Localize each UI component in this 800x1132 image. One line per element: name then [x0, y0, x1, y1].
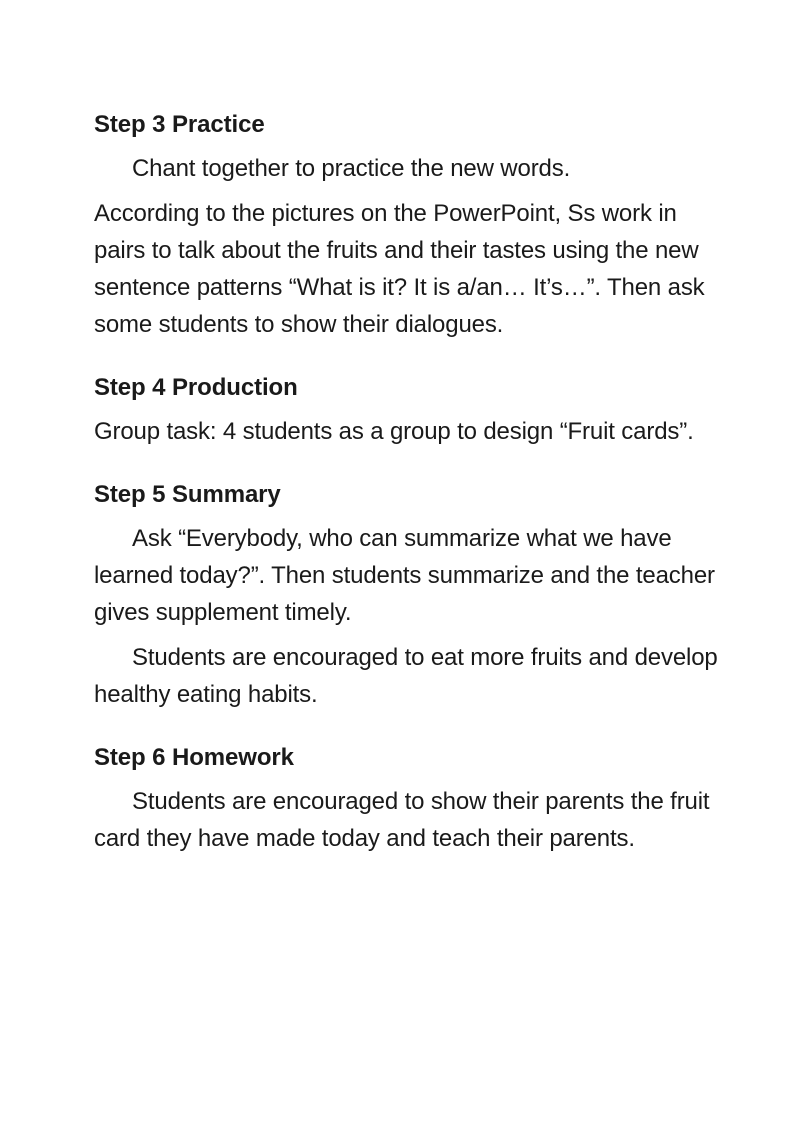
- section-step-6-homework: [94, 741, 734, 857]
- section-heading: Step 3 Practice: [94, 111, 265, 138]
- paragraph: Ask “Everybody, who can summarize what we have learned today?”. Then students summarize and the teacher gives supplement timely.: [94, 525, 715, 626]
- section-heading: Step 4 Production: [94, 374, 298, 401]
- paragraph: Chant together to practice the new words.: [132, 155, 571, 182]
- section-heading: Step 5 Summary: [94, 481, 281, 508]
- paragraph: Students are encouraged to eat more fruits and develop healthy eating habits.: [94, 644, 718, 708]
- section-step-5-summary: [94, 478, 734, 713]
- paragraph: Group task: 4 students as a group to design “Fruit cards”.: [94, 418, 694, 445]
- section-step-3-practice: [94, 108, 734, 343]
- section-heading: Step 6 Homework: [94, 744, 294, 771]
- paragraph: According to the pictures on the PowerPoint, Ss work in pairs to talk about the fruits and their tastes using the new sentence patterns “What is it? It is a/an… It’s…”. Then ask some students to show their dialogues.: [94, 200, 705, 338]
- section-step-4-production: [94, 371, 734, 450]
- paragraph: Students are encouraged to show their parents the fruit card they have made today and teach their parents.: [94, 788, 710, 852]
- document-page: [94, 108, 734, 885]
